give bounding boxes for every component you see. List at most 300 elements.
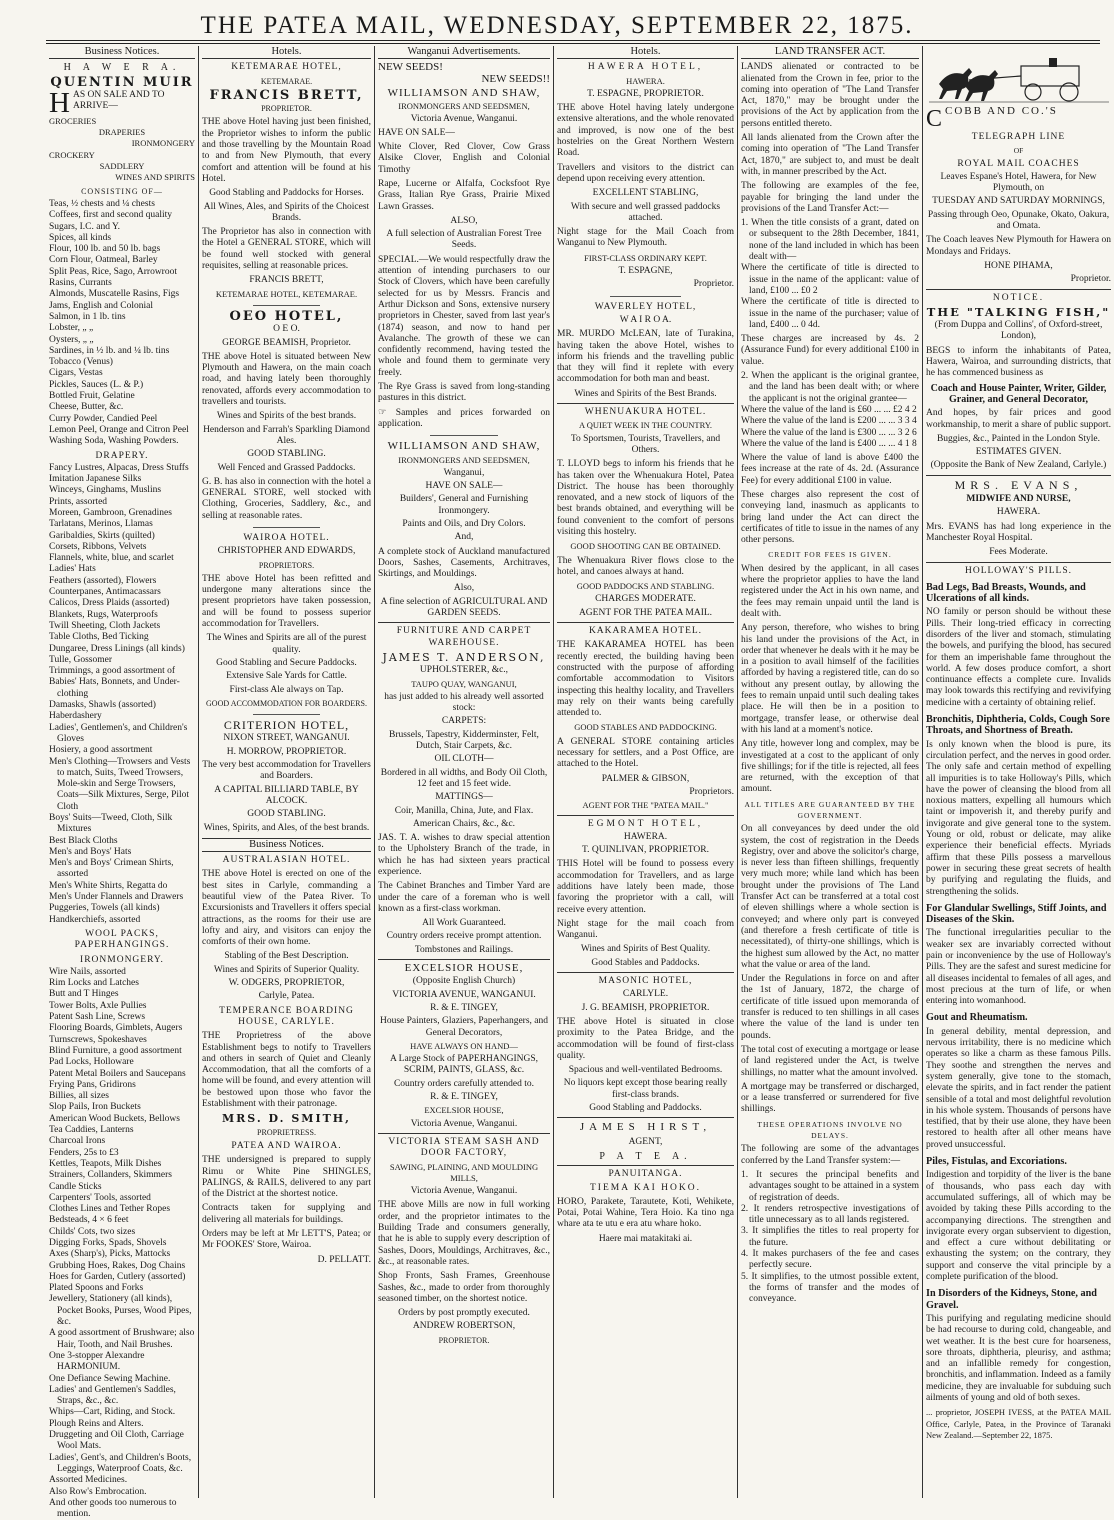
ad-note: All Work Guaranteed. — [422, 918, 506, 929]
grocery-item: Washing Soda, Washing Powders. — [49, 436, 179, 447]
act-subhead: THESE OPERATIONS INVOLVE NO DELAYS. — [757, 1119, 903, 1141]
hotel-note: AGENT FOR THE PATEA MAIL. — [578, 607, 713, 618]
hotel-text: THIS Hotel will be found to possess every accommodation for Travellers, and as large additions have lately been made, those favoring the proprietor with a call, will receive every attention. — [557, 859, 734, 915]
hotel-note: To Sportsmen, Tourists, Travellers, and Others. — [570, 433, 721, 455]
firm-name: R. & E. TINGEY, — [430, 1002, 498, 1013]
hotel-note: Wines and Spirits of the best brands. — [216, 411, 357, 422]
section-heading: Hotels. — [557, 46, 734, 59]
hotel-note: A QUIET WEEK IN THE COUNTRY. — [578, 420, 712, 431]
act-paragraph: The total cost of executing a mortgage or lease of land registered under the Act, is twelve shillings, no matter what the amount involved. — [741, 1044, 919, 1078]
misc-item: A good assortment of Brushware; also Hair, Tooth, and Nail Brushes. — [49, 1328, 195, 1350]
drapery-item: Men's and Boys' Crimean Shirts, assorted — [49, 858, 174, 880]
firm-place: VICTORIA AVENUE, WANGANUI. — [392, 989, 536, 1000]
firm-place: Victoria Avenue, Wanganui. — [410, 114, 518, 125]
holloway-text: Is only known when the blood is pure, its circulation perfect, and the nerves in good order. The only safe and certain method of expelling all impurities is to take Holloway's Pills, which have the power of cleansing the blood from all noxious matters, expelling all humours which taint or impoverish it, and thereby purify and invigorate and give general tone to the system. Young or old, robust or delicate, may alike experience their beneficial effects. Myriads affirm that these Pills possess a marvellous power in securing these great secrets of health by purifying and regulating the fluids, and strengthening the solids. — [926, 739, 1111, 897]
ad-note: Also, — [453, 583, 475, 594]
ad-text: White Clover, Red Clover, Cow Grass Alsike Clover, English and Colonial Timothy — [378, 142, 550, 175]
ad-text: The Cabinet Branches and Timber Yard are under the care of a foreman who is well known as a first-class workman. — [378, 881, 550, 914]
hotel-text: Night stage for the mail coach from Wanganui. — [557, 918, 734, 941]
drop-cap: C — [926, 106, 943, 132]
hotel-text: Night stage for the Mail Coach from Wanganui to New Plymouth. — [557, 227, 734, 249]
category-item: WINES AND SPIRITS — [115, 172, 195, 183]
holloway-text: This purifying and regulating medicine should be had recourse to during cold, changeable, and wet weather. It is the best cure for hoarseness, sore throats, diphtheria, pleurisy, and asthma; and an infallible remedy for congestion, bronchitis, and inflammation. Indeed as a family medicine, they are invaluable for subduing such ailments of young and old of both sexes. — [926, 1313, 1111, 1403]
divider — [610, 296, 681, 297]
act-paragraph: A mortgage may be transferred or discharged, or a lease transferred or surrendered for five shillings. — [741, 1081, 919, 1115]
act-paragraph: The following are some of the advantages conferred by the Land Transfer system:— — [741, 1144, 919, 1166]
firm-trade: SAWING, PLAINING, AND MOULDING MILLS, — [389, 1161, 539, 1183]
hotel-note: Good Stabling and Paddocks. — [589, 1103, 702, 1114]
proprietor-name: T. QUINLIVAN, PROPRIETOR. — [582, 845, 709, 856]
ironmongery-list — [49, 967, 195, 1295]
advantage-item: 2. It renders retrospective investigations of title unnecessary as to all lands registered. — [741, 1203, 919, 1226]
hotel-note: GOOD PADDOCKS AND STABLING. — [576, 581, 715, 592]
ad-note: Orders by post promptly executed. — [398, 1308, 530, 1319]
drapery-item: Fancy Lustres, Alpacas, Dress Stuffs — [49, 462, 189, 473]
drapery-item: Men's Under Flannels and Drawers — [49, 892, 184, 903]
act-paragraph: On all conveyances by deed under the old system, the cost of registration in the Deeds Registry, over and above the solicitor's charge, is never less than fifteen shillings, frequently very much more; while land which has been brought under the provisions of The Land Transfer Act can be transferred at a total cost of eleven shillings where a whole section is conveyed; and where only part is conveyed (and therefore a fresh certificate of title is necessitated), of thirty-one shillings, which is the highest sum allowed by the Act, no matter what the value or area of the land. — [741, 824, 919, 970]
hotel-note: CHARGES MODERATE. — [595, 594, 696, 605]
ironmongery-item: Billies, all sizes — [49, 1091, 109, 1102]
firm-name: JAMES T. ANDERSON, — [382, 650, 546, 664]
act-example: Where the certificate of title is directed to issue in the name of the purchaser; value of land, £400 ... 0 4d. — [741, 297, 919, 330]
misc-item: Whips—Cart, Riding, and Stock. — [49, 1407, 176, 1418]
ad-text: JAS. T. A. wishes to draw special attention to the Upholstery Branch of the trade, in which he has had sixteen years practical experience. — [378, 833, 550, 877]
hotel-title: AUSTRALASIAN HOTEL. — [222, 855, 351, 866]
grocery-item: Flour, 100 lb. and 50 lb. bags — [49, 244, 161, 255]
notice-subtitle: TIEMA KAI HOKO. — [589, 1182, 701, 1193]
drapery-item: Twill Sheeting, Cloth Jackets — [49, 620, 161, 631]
act-paragraph: These charges are increased by 4s. 2 (Assurance Fund) for every additional £100 in value. — [741, 334, 919, 367]
misc-item: Jewellery, Stationery (all kinds), Pocket Books, Purses, Wood Pipes, &c. — [49, 1294, 192, 1328]
grocery-item: Coffees, first and second quality — [49, 210, 173, 221]
notice-text: ESTIMATES GIVEN. — [975, 447, 1062, 458]
act-example: 2. When the applicant is the original grantee, and the land has been dealt with; or where the applicant is not the original grantee— — [741, 371, 919, 404]
ad-note: Country orders receive prompt attention. — [386, 931, 542, 942]
notice-text: BEGS to inform the inhabitants of Patea, Hawera, Wairoa, and surrounding districts, that he has commenced business as — [926, 345, 1111, 379]
ironmongery-item: Turnscrews, Spokeshaves — [49, 1034, 147, 1045]
firm-trade: IRONMONGERS AND SEEDSMEN, — [398, 101, 530, 112]
hotel-note: Wines, Spirits, and Ales, of the best brands. — [203, 822, 370, 833]
hotel-note: No liquors kept except those bearing really first-class brands. — [563, 1078, 728, 1100]
hotel-place: O E O. — [273, 324, 300, 335]
ironmongery-item: Candle Sticks — [49, 1181, 102, 1192]
hotel-text: The Whenuakura River flows close to the hotel, and canoes always at hand. — [557, 555, 734, 577]
ironmongery-item: Axes (Sharp's), Picks, Mattocks — [49, 1249, 171, 1260]
coach-text: Leaves Espane's Hotel, Hawera, for New Plymouth, on — [940, 171, 1097, 194]
notice-text: And hopes, by fair prices and good workmanship, to merit a share of public support. — [926, 408, 1111, 430]
ad-subhead: CARPETS: — [441, 716, 487, 727]
intro: HAS ON SALE AND TO ARRIVE— — [49, 86, 165, 119]
ironmongery-item: Tea Caddies, Lanterns — [49, 1125, 134, 1136]
grocery-item: Rasins, Currants — [49, 278, 112, 289]
hotel-text: A GENERAL STORE containing articles necessary for settlers, and a Post Office, are attached to the Hotel. — [557, 736, 734, 770]
section-heading: Business Notices. — [202, 838, 371, 852]
ad-note: Country orders carefully attended to. — [393, 1078, 535, 1089]
coach-line: OF — [1013, 146, 1024, 156]
ironmongery-item: Digging Forks, Spads, Shovels — [49, 1237, 167, 1248]
hotel-title: KAKARAMEA HOTEL. — [557, 622, 734, 637]
hotel-note: AGENT FOR THE "PATEA MAIL." — [582, 800, 709, 811]
drapery-item: Babies' Hats, Bonnets, and Under-clothing — [49, 677, 180, 699]
signature: R. & E. TINGEY, — [430, 1092, 498, 1103]
ironmongery-item: Frying Pans, Gridirons — [49, 1079, 136, 1090]
drapery-item: Corsets, Ribbons, Velvets — [49, 541, 147, 552]
holloway-heading: Piles, Fistulas, and Excoriations. — [926, 1156, 1067, 1168]
section-heading: Wanganui Advertisements. — [378, 46, 550, 59]
hotel-note: First-class Ale always on Tap. — [229, 684, 344, 695]
section-heading: Hotels. — [202, 46, 371, 59]
hotel-note: GOOD STABLING. — [247, 809, 326, 820]
hotel-title: OEO HOTEL, — [229, 308, 344, 324]
masthead-rule — [46, 40, 1100, 44]
hotel-place: KETEMARAE. — [260, 76, 313, 86]
hotel-text: THE above Hotel has been refitted and undergone many alterations since the present proprietors have taken possession, and will be found to possess superior accommodation for Travellers. — [202, 573, 371, 630]
have-on-sale: HAVE ON SALE— — [425, 481, 503, 492]
drop-cap: H — [49, 86, 70, 119]
grocery-item: Almonds, Muscatelle Rasins, Figs — [49, 289, 180, 300]
have-on-sale: HAVE ON SALE— — [378, 127, 455, 138]
hotel-note: GOOD STABLES AND PADDOCKING. — [574, 722, 717, 733]
column-hotels-2 — [554, 46, 737, 1498]
drapery-item: Damasks, Shawls (assorted) — [49, 700, 156, 711]
firm-trade: UPHOLSTERER, &c., — [419, 665, 509, 676]
notice-title: PATEA AND WAIROA. — [231, 1140, 342, 1151]
proprietor-name: W. ODGERS, PROPRIETOR, — [228, 978, 345, 989]
signature: ANDREW ROBERTSON, — [412, 1321, 516, 1332]
notice-text: Fees Moderate. — [989, 547, 1048, 558]
misc-list — [49, 1294, 195, 1520]
fee-row: Where the value of the land is £300 ... ... 3 2 6 — [741, 427, 917, 438]
signature: HONE PIHAMA, — [984, 260, 1053, 271]
proprietor-role: PROPRIETOR. — [438, 1335, 490, 1345]
category-item: GROCERIES — [49, 115, 97, 126]
proprietor-role: Proprietors. — [689, 786, 734, 797]
ad-note: ALSO, — [450, 215, 478, 226]
agent-role: AGENT, — [628, 1136, 663, 1147]
hotel-title: TEMPERANCE BOARDING HOUSE, CARLYLE. — [219, 1005, 354, 1027]
ad-note: Coir, Manilla, China, Jute, and Flax. — [394, 805, 534, 816]
evans-name: MRS. EVANS, — [926, 475, 1111, 491]
ironmongery-item: Bedsteads, 4 × 6 feet — [49, 1215, 129, 1226]
column-wanganui-ads — [375, 46, 553, 1498]
ad-text: A complete stock of Auckland manufactured Doors, Sashes, Casements, Architraves, Skirtings, and Mouldings. — [378, 546, 550, 580]
firm-name: VICTORIA STEAM SASH AND DOOR FACTORY, — [378, 1133, 550, 1160]
proprietor-role: PROPRIETRESS. — [257, 1127, 316, 1137]
drapery-item: Flannels, white, blue, and scarlet — [49, 553, 174, 564]
ironmongery-heading: IRONMONGERY. — [80, 954, 164, 965]
holloway-text: The functional irregularities peculiar to the weaker sex are invariably corrected without pain or inconvenience by the use of Holloway's Pills. They are the safest and surest medicine for all diseases incidental to females of all ages, and most precious at the turn of life, or when entering into womanhood. — [926, 928, 1111, 1007]
hotel-text: T. LLOYD begs to inform his friends that he has taken over the Whenuakura Hotel, Patea District. The house has been thoroughly renovated, and a new stock of liquors of the best brands obtained, and everything will be found convenient to the comfort of persons visiting this hostelry. — [557, 459, 734, 537]
signature: KETEMARAE HOTEL, KETEMARAE. — [215, 288, 358, 299]
misc-item: One 3-stopper Alexandre HARMONIUM. — [49, 1350, 145, 1373]
category-list — [49, 116, 195, 184]
agent-place: P A T E A. — [599, 1150, 692, 1162]
coach-days: TUESDAY AND SATURDAY MORNINGS, — [932, 196, 1105, 207]
signature: Victoria Avenue, Wanganui. — [410, 1118, 518, 1129]
hotel-place: W A I R O A. — [619, 314, 672, 325]
proprietor-name: MRS. D. SMITH, — [221, 1112, 351, 1126]
fee-row: Where the value of the land is £200 ... ... 3 3 4 — [741, 416, 917, 427]
drapery-item: Best Black Cloths — [49, 835, 118, 846]
hotel-place: Carlyle, Patea. — [258, 991, 315, 1002]
holloway-heading: For Glandular Swellings, Stiff Joints, and Diseases of the Skin. — [926, 902, 1107, 926]
ironmongery-item: Hoes for Garden, Cutlery (assorted) — [49, 1271, 186, 1282]
consisting-label: CONSISTING OF— — [81, 186, 163, 196]
grocery-item: Corn Flour, Oatmeal, Barley — [49, 255, 158, 266]
grocery-item: Lemon Peel, Orange and Citron Peel — [49, 424, 189, 435]
ironmongery-item: Carpenters' Tools, assorted — [49, 1192, 151, 1203]
agent-name: JAMES HIRST, — [557, 1117, 734, 1133]
misc-item: Plough Reins and Alters. — [49, 1418, 144, 1429]
hotel-place: HAWERA. — [623, 831, 668, 842]
notice-text: Contracts taken for supplying and delivering all materials for buildings. — [202, 1203, 371, 1225]
ad-text: The Rye Grass is saved from long-standing pastures in this district. — [378, 382, 550, 404]
hotel-place: CARLYLE. — [622, 989, 669, 1000]
act-paragraph: These charges also represent the cost of conveying land, inasmuch as applicants to bring land under the Act can direct the certificates of title to issue in the names of any other persons. — [741, 489, 919, 546]
section-title: FURNITURE AND CARPET WAREHOUSE. — [378, 622, 550, 649]
hotel-note: The very best accommodation for Travellers and Boarders. — [202, 760, 371, 782]
hotel-note: EXCELLENT STABLING, — [592, 188, 699, 199]
ironmongery-item: American Wood Buckets, Bellows — [49, 1113, 180, 1124]
firm-place: Victoria Avenue, Wanganui. — [410, 1186, 518, 1197]
act-paragraph: The following are examples of the fee, payable for bringing the land under the provisions of the Land Transfer Act:— — [741, 181, 919, 214]
hotel-title: EGMONT HOTEL, — [557, 815, 734, 830]
notice-text: THE undersigned is prepared to supply Rimu or White Pine SHINGLES, PALINGS, & RAILS, delivered to any part of the District at the shortest notice. — [202, 1155, 371, 1200]
ironmongery-item: Strainers, Collanders, Skimmers — [49, 1170, 172, 1181]
advantage-item: 1. It secures the principal benefits and advantages sought to be attained in a system of registration of deeds. — [741, 1169, 919, 1203]
signature: FRANCIS BRETT, — [249, 275, 324, 286]
ad-text: Shop Fronts, Sash Frames, Greenhouse Sashes, &c., made to order from thoroughly seasoned timber, on the shortest notice. — [378, 1271, 550, 1304]
ironmongery-item: Grubbing Hoes, Rakes, Dog Chains — [49, 1260, 186, 1271]
notice-text: Orders may be left at Mr LETT'S, Patea; or Mr FOOKES' Store, Wairoa. — [202, 1229, 371, 1251]
grocery-item: Pickles, Sauces (L. & P.) — [49, 379, 144, 390]
column-business-notices — [46, 46, 198, 1520]
coach-line: ROYAL MAIL COACHES — [957, 158, 1080, 169]
hotel-text: THE KAKARAMEA HOTEL has been recently erected, the building having been constructed with the purpose of affording comfortable accommodation to Visitors inspecting this healthy locality, and Travellers may rely on their wants being carefully attended to. — [557, 640, 734, 719]
holloway-heading: In Disorders of the Kidneys, Stone, and Gravel. — [926, 1288, 1097, 1311]
talking-fish: THE "TALKING FISH," — [926, 304, 1111, 319]
notice-text: HORO, Parakete, Tarautete, Koti, Wehikete, Potai, Potai Wahine, Tera Hoio. Ka tino nga whare ata te utu e era atu whare hoko. — [557, 1196, 734, 1230]
drapery-item: Men's White Shirts, Regatta do — [49, 880, 168, 891]
fee-row: Where the value of the land is £60 ... ... £2 4 2 — [741, 404, 917, 415]
proprietor-role: PROPRIETOR. — [261, 104, 312, 114]
misc-item: Assorted Medicines. — [49, 1475, 128, 1486]
horse — [965, 70, 998, 101]
firm-trade: IRONMONGERS AND SEEDSMEN, — [398, 454, 530, 465]
grocery-item: Sugars, I.C. and Y. — [49, 221, 120, 232]
new-seeds: NEW SEEDS!! — [481, 72, 550, 85]
hotel-note: Extensive Sale Yards for Cattle. — [226, 671, 347, 682]
drapery-item: Hosiery, a good assortment — [49, 745, 153, 756]
hotel-note: GOOD ACCOMMODATION FOR BOARDERS. — [206, 698, 367, 708]
notice-heading: NOTICE. — [926, 289, 1111, 304]
firm-name: EXCELSIOR HOUSE, — [378, 959, 550, 974]
drapery-item: Blankets, Rugs, Waterproofs — [49, 609, 158, 620]
grocery-item: Bottled Fruit, Gelatine — [49, 391, 135, 402]
misc-item: And other goods too numerous to mention. — [49, 1497, 177, 1520]
grocery-item: Cheese, Butter, &c. — [49, 402, 124, 413]
hotel-title: WAVERLEY HOTEL, — [594, 301, 697, 312]
notice-text: Buggies, &c., Painted in the London Style. — [936, 433, 1101, 444]
ad-note: Brussels, Tapestry, Kidderminster, Felt, Dutch, Stair Carpets, &c. — [389, 729, 539, 752]
misc-item: Ladies' and Gentlemen's Saddles, Straps, &c., &c. — [49, 1384, 176, 1407]
hotel-note: A CAPITAL BILLIARD TABLE, BY ALCOCK. — [214, 784, 359, 806]
drapery-item: Tarlatans, Merinos, Llamas — [49, 519, 153, 530]
misc-item: Also Row's Embrocation. — [49, 1486, 147, 1497]
hotel-note: Stabling of the Best Description. — [224, 951, 349, 962]
grocery-item: Curry Powder, Candied Peel — [49, 413, 158, 424]
new-seeds: NEW SEEDS! — [378, 61, 443, 74]
act-paragraph: Any title, however long and complex, may be investigated at a cost to the applicant of only five shillings; for if the title is rejected, all fees are returned, with the exception of that amount. — [741, 739, 919, 795]
ad-note: A fine selection of AGRICULTURAL AND GARDEN SEEDS. — [380, 596, 548, 619]
ad-subhead: MATTINGS— — [435, 792, 493, 803]
hotel-text: THE above Hotel is erected on one of the best sites in Carlyle, commanding a beautiful view of the Patea River. To Excursionists and Travellers it offers special attractions, as the rooms for their use are lofty and airy, and visitors can enjoy the comforts of their own home. — [202, 869, 371, 948]
proprietor-role: PROPRIETORS. — [258, 560, 315, 570]
imprint: ... proprietor, JOSEPH IVESS, at the PATEA MAIL Office, Carlyle, Patea, in the Province of Taranaki New Zealand.—September 22, 1875. — [926, 1407, 1111, 1440]
coach-text: Passing through Oeo, Opunake, Okato, Oakura, and Omata. — [927, 209, 1110, 232]
drapery-item: Feathers (assorted), Flowers — [49, 575, 157, 586]
category-item: DRAPERIES — [98, 127, 146, 138]
grocery-item: Tobacco (Venus) — [49, 357, 113, 368]
holloway-heading: Bad Legs, Bad Breasts, Wounds, and Ulcerations of all kinds. — [926, 581, 1086, 605]
drapery-item: Calicos, Dress Plaids (assorted) — [49, 598, 170, 609]
act-subhead: CREDIT FOR FEES IS GIVEN. — [768, 550, 892, 560]
grocery-item: Teas, ½ chests and ¼ chests — [49, 198, 155, 209]
drapery-item: Handkerchiefs, assorted — [49, 914, 141, 925]
misc-item: Druggeting and Oil Cloth, Carriage Wool Mats. — [49, 1430, 184, 1452]
ironmongery-item: Childs' Cots, two sizes — [49, 1226, 136, 1237]
grocery-item: Cigars, Vestas — [49, 368, 103, 379]
drapery-item: Boys' Suits—Tweed, Cloth, Silk Mixtures — [49, 813, 173, 835]
hotel-text: Travellers and visitors to the district can depend upon receiving every attention. — [557, 162, 734, 184]
ad-text: THE above Mills are now in full working order, and the proprietor intimates to the Building Trade and consumers generally, that he is able to supply every description of Sashes, Doors, Mouldings, Architraves, &c., &c., at reasonable rates. — [378, 1200, 550, 1267]
divider — [253, 527, 321, 528]
holloway-heading: Bronchitis, Diphtheria, Colds, Cough Sore Throats, and Shortness of Breath. — [926, 714, 1110, 737]
ironmongery-item: Patent Sash Line, Screws — [49, 1012, 146, 1023]
drapery-item: Dungaree, Dress Linings (all kinds) — [49, 643, 185, 654]
hotel-title: CRITERION HOTEL, — [223, 718, 350, 733]
ironmongery-item: Pad Locks, Holloware — [49, 1057, 134, 1068]
hotel-text: THE above Hotel having lately undergone extensive alterations, and the whole renovated and improved, is now one of the best hostelries on the Great Northern Western Road. — [557, 103, 734, 159]
column-land-transfer — [738, 46, 922, 1498]
wool-heading: WOOL PACKS, PAPERHANGINGS. — [74, 928, 170, 951]
ad-text: SPECIAL.—We would respectfully draw the attention of intending purchasers to our Stock of Clovers, which have been carefully selected for us by Messrs. Francis and Arthur Dickson and Sons, extensive nursery proprietors in Chester, saved from last year's (1874) season, and now to hand per Avalanche. The growth of these we can confidently recommend, having tested the whole and found them to germinate very freely. — [378, 254, 550, 378]
hotel-text: THE above Hotel is situated in close proximity to the Patea Bridge, and the accommodation will be found of first-class quality. — [557, 1016, 734, 1061]
firm-name: WILLIAMSON AND SHAW, — [387, 86, 541, 99]
ad-note: And, — [454, 532, 474, 543]
driver — [1049, 58, 1057, 67]
holloway-text: NO family or person should be without these Pills. Their long-tried efficacy in correcting disorders of the liver and stomach, stimulating the bowels, and purifying the blood, has secured for them an imperishable fame throughout the world. A few doses produce comfort, a short continuance effects a complete cure. Invalids may look towards this rectifying and revivifying medicine with a certainty of obtaining relief. — [926, 607, 1111, 708]
drapery-item: Puggeries, Towels (all kinds) — [49, 903, 160, 914]
drapery-item: Men's and Boys' Hats — [49, 846, 132, 857]
act-paragraph: When desired by the applicant, in all cases where the proprietor applies to have the land registered under the Act in his own name, and the fees may remain unpaid until the land is dealt with. — [741, 563, 919, 619]
act-paragraph: Under the Regulations in force on and after the 1st of January, 1872, the charge of certificate of title issued upon memoranda of transfer is reduced to ten shillings in all cases where the value of the land is under ten pounds. — [741, 974, 919, 1041]
grocery-item: Lobster, „ „ — [49, 323, 94, 334]
ironmongery-item: Flooring Boards, Gimblets, Augers — [49, 1023, 183, 1034]
firm-place: TAUPO QUAY, WANGANUI, — [411, 678, 517, 689]
hotel-text: THE above Hotel having just been finished, the Proprietor wishes to inform the public and those travelling by the Mountain Road to and from New Plymouth, that every comfort and attention will be found at his Hotel. — [202, 117, 371, 184]
hotel-place: HAWERA. — [626, 75, 665, 86]
grocery-item: Salmon, in 1 lb. tins — [49, 311, 126, 322]
drapery-item: Winceys, Ginghams, Muslins — [49, 485, 162, 496]
ad-note: A Large Stock of PAPERHANGINGS, SCRIM, PAINTS, GLASS, &c. — [389, 1054, 539, 1076]
grocery-item: Oysters, „ „ — [49, 334, 94, 345]
hotel-title: WAIROA HOTEL. — [243, 532, 330, 543]
ironmongery-item: Plated Spoons and Forks — [49, 1283, 144, 1294]
hotel-title: WHENUAKURA HOTEL. — [557, 403, 734, 418]
proprietor-role: Proprietor. — [1070, 274, 1111, 285]
act-paragraph: Where the value of land is above £400 the fees increase at the rate of 4s. 2d. (Assurance Fee) for every additional £100 in value. — [741, 453, 919, 486]
ad-subhead: OIL CLOTH— — [434, 754, 494, 765]
grocery-item: Jams, English and Colonial — [49, 300, 153, 311]
drapery-item: Imitation Japanese Silks — [49, 474, 142, 485]
drapery-item: Haberdashery — [49, 711, 102, 722]
notice-text: (Opposite the Bank of New Zealand, Carlyle.) — [930, 460, 1107, 471]
act-paragraph: LANDS alienated or contracted to be alienated from the Crown in fee, prior to the coming into operation of "The Land Transfer Act, 1870," may be brought under the provisions of the Act by application from the persons entitled thereto. — [741, 62, 919, 129]
signature: EXCELSIOR HOUSE, — [424, 1105, 504, 1116]
ad-note: Builders', General and Furnishing Ironmongery. — [399, 494, 529, 516]
drapery-item: Ladies', Gentlemen's, and Children's Gloves — [49, 722, 188, 744]
proprietor-role: Proprietor. — [693, 279, 734, 290]
firm-place: Wanganui, — [443, 467, 485, 478]
drapery-item: Prints, assorted — [49, 496, 108, 507]
hotel-note: The Wines and Spirits are all of the purest quality. — [206, 633, 367, 655]
hotel-text: The Proprietor has also in connection with the Hotel a GENERAL STORE, which will be found well stocked with general requisites, selling at reasonable prices. — [202, 227, 371, 272]
signature: PALMER & GIBSON, — [601, 773, 690, 784]
proprietor-name: H. MORROW, PROPRIETOR. — [226, 746, 347, 757]
ironmongery-item: Blind Furniture, a good assortment — [49, 1045, 182, 1056]
signature: D. PELLATT. — [317, 1254, 371, 1265]
divider — [253, 305, 321, 306]
notice-text: Haere mai matakitaki ai. — [598, 1233, 693, 1244]
hotel-note: GOOD SHOOTING CAN BE OBTAINED. — [570, 541, 721, 552]
hotel-note: Wines and Spirits of the Best Brands. — [574, 388, 717, 399]
ad-note: Paints and Oils, and Dry Colors. — [402, 518, 526, 529]
hotel-note: All Wines, Ales, and Spirits of the Choicest Brands. — [203, 201, 370, 223]
hotel-title: HAWERA HOTEL, — [587, 62, 704, 73]
town-heading: H A W E R A. — [63, 62, 181, 74]
divider — [253, 714, 321, 715]
act-paragraph: Any person, therefore, who wishes to bring his land under the provisions of the Act, in order that whenever he deals with it he may be in a position to avail himself of the facilities afforded by having a registered title, can do so without any present outlay, by allowing the fees to remain unpaid until such dealing takes place. He will then be in a position to mortgage, transfer lease, or otherwise deal with his land at a moment's notice. — [741, 623, 919, 735]
ironmongery-item: Tower Bolts, Axle Pullies — [49, 1000, 147, 1011]
act-example: 1. When the title consists of a grant, dated on or subsequent to the 28th December, 1841, none of the land included in which has been dealt with— — [741, 218, 919, 263]
coach-illustration — [929, 54, 1109, 104]
firm-name: WILLIAMSON AND SHAW, — [387, 440, 541, 453]
hotel-note: Wines and Spirits of Best Quality. — [580, 944, 711, 955]
act-subhead: ALL TITLES ARE GUARANTEED BY THE GOVERNMENT. — [744, 799, 916, 820]
hotel-place: NIXON STREET, WANGANUI. — [223, 733, 350, 744]
misc-item: One Defiance Sewing Machine. — [49, 1373, 171, 1384]
hotel-text: THE Proprietress of the above Establishment begs to notify to Travellers and others in search of Quiet and Cleanly Accommodation, that all the comforts of a home will be found, and every attention will be bestowed upon those who favor the Establishment with their patronage. — [202, 1031, 371, 1110]
ad-text: ☞ Samples and prices forwarded on application. — [378, 407, 550, 429]
category-item: IRONMONGERY — [131, 138, 195, 149]
grocery-item: Sardines, in ½ lb. and ¼ lb. tins — [49, 345, 170, 356]
groceries-list — [49, 199, 195, 448]
firm-trade: House Painters, Glaziers, Paperhangers, and General Decorators, — [379, 1016, 549, 1038]
hotel-note: Good Stables and Paddocks. — [591, 957, 700, 968]
drapery-item: Men's Clothing—Trowsers and Vests to match, Suits, Tweed Trowsers, Mole-skin and Serge Trowsers, Coats—Silk Mixtures, Serge, Pilot Cloth — [49, 756, 191, 812]
hotel-note: FIRST-CLASS ORDINARY KEPT. — [584, 252, 707, 263]
ad-text: Rape, Lucerne or Alfalfa, Cocksfoot Rye Grass, Italian Rye Grass, Prairie Mixed Lawn Grasses. — [378, 178, 550, 212]
divider — [430, 435, 499, 436]
category-item: SADDLERY — [99, 161, 145, 172]
hotel-note: With secure and well grassed paddocks attached. — [570, 201, 721, 223]
drapery-item: Table Cloths, Bed Ticking — [49, 632, 149, 643]
ironmongery-item: Slop Pails, Iron Buckets — [49, 1102, 141, 1113]
masthead: THE PATEA MAIL, WEDNESDAY, SEPTEMBER 22, 1875. — [200, 12, 914, 39]
notice-text: Mrs. EVANS has had long experience in the Manchester Royal Hospital. — [926, 521, 1111, 543]
proprietor-name: CHRISTOPHER AND EDWARDS, — [217, 546, 356, 557]
